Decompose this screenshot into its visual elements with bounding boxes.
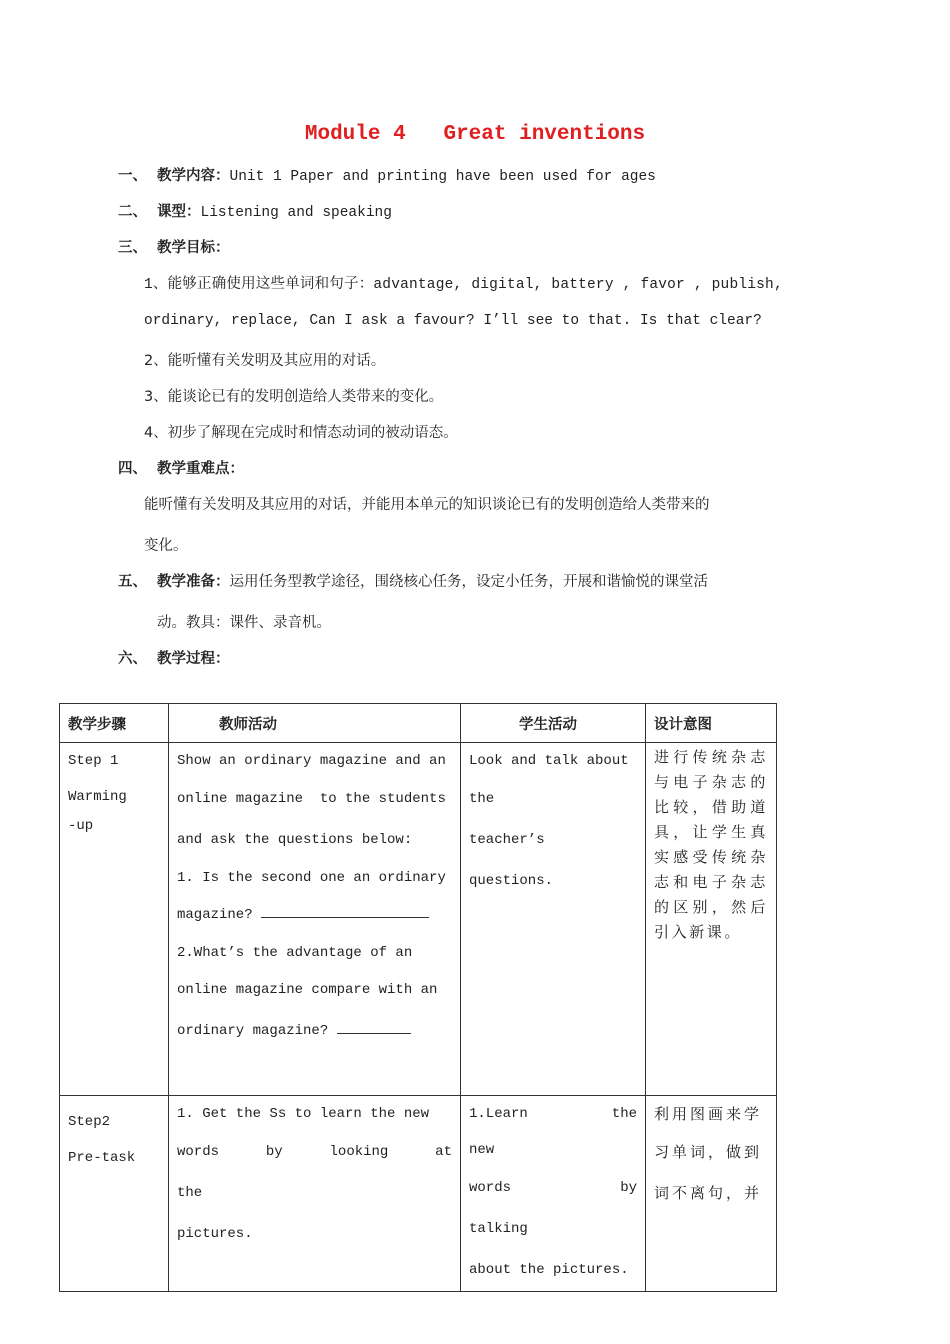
key-points-text: 能听懂有关发明及其应用的对话，并能用本单元的知识谈论已有的发明创造给人类带来的 xyxy=(144,497,710,513)
student-line: words by talking xyxy=(469,1180,637,1237)
section-label: 教学内容： xyxy=(157,168,230,184)
purpose-cell xyxy=(646,1096,777,1292)
section-text: Listening and speaking xyxy=(200,205,392,221)
teacher-line: 2.What’s the advantage of an xyxy=(177,945,413,961)
answer-blank xyxy=(337,1019,411,1034)
section-number: 四、 xyxy=(118,461,147,477)
section-label: 教学准备： xyxy=(157,574,230,590)
teacher-line-with-blank xyxy=(169,1011,460,1052)
student-line: the teacher’s xyxy=(469,791,545,848)
student-activity-cell xyxy=(461,1096,646,1292)
student-line: questions. xyxy=(469,873,554,889)
section-label: 课型： xyxy=(157,204,201,220)
header-teacher: 教师活动 xyxy=(169,704,461,743)
purpose-cell xyxy=(646,743,777,1096)
purpose-line: 词不离句，并 xyxy=(654,1184,763,1202)
section-text: Unit 1 Paper and printing have been used for ages xyxy=(229,169,656,185)
student-line: 1.Learn the new xyxy=(469,1106,637,1158)
teacher-activity-cell xyxy=(169,1096,461,1292)
teacher-line: and ask the questions below: xyxy=(177,832,413,848)
teacher-line: pictures. xyxy=(177,1226,253,1242)
section-number: 二、 xyxy=(118,204,147,220)
preparation xyxy=(157,570,708,591)
teacher-line: online magazine compare with an xyxy=(177,982,438,998)
teaching-process-table xyxy=(59,703,777,1292)
section-number: 三、 xyxy=(118,240,147,256)
objective-item: 4、初步了解现在完成时和情态动词的被动语态。 xyxy=(144,425,458,441)
teacher-activity-cell xyxy=(169,743,461,1096)
objective-item: ordinary, replace, Can I ask a favour? I’ll see to that. Is that clear? xyxy=(144,313,762,329)
step-line: Pre-task xyxy=(68,1150,136,1166)
step-cell xyxy=(60,743,169,1096)
teacher-line: online magazine to the students xyxy=(177,791,446,807)
teacher-line: words by looking at the xyxy=(177,1144,452,1201)
purpose-line: 利用图画来学 xyxy=(654,1105,763,1123)
key-points-text: 变化。 xyxy=(144,538,188,554)
step-line: Warming xyxy=(68,789,127,805)
preparation-text: 动。教具：课件、录音机。 xyxy=(157,615,331,631)
student-line: about the pictures. xyxy=(469,1262,629,1278)
objective-item: 3、能谈论已有的发明创造给人类带来的变化。 xyxy=(144,389,444,405)
section-content xyxy=(157,164,656,185)
step-line: Step2 xyxy=(68,1114,111,1130)
purpose-line: 习单词，做到 xyxy=(654,1143,763,1161)
student-activity-cell xyxy=(461,743,646,1096)
header-student: 学生活动 xyxy=(461,704,646,743)
section-number: 六、 xyxy=(118,651,147,667)
step-cell xyxy=(60,1096,169,1292)
teacher-line: 1. Is the second one an ordinary xyxy=(177,870,446,886)
section-label: 教学过程： xyxy=(157,651,230,667)
table-row xyxy=(60,743,777,1096)
student-line: Look and talk about xyxy=(469,753,629,769)
section-label: 教学目标： xyxy=(157,240,230,256)
section-number: 一、 xyxy=(118,168,147,184)
step-line: -up xyxy=(68,818,94,834)
table-header-row xyxy=(60,704,777,743)
teacher-question: magazine? xyxy=(177,907,253,923)
section-label: 教学重难点： xyxy=(157,461,244,477)
teacher-question: ordinary magazine? xyxy=(177,1023,329,1039)
section-type xyxy=(157,200,392,221)
purpose-text: 进行传统杂志与电子杂志的比较，借助道具，让学生真实感受传统杂志和电子杂志的区别，然后引入新课。 xyxy=(654,748,768,941)
section-text: 运用任务型教学途径，围绕核心任务，设定小任务，开展和谐愉悦的课堂活 xyxy=(229,574,708,590)
objective-item: 2、能听懂有关发明及其应用的对话。 xyxy=(144,353,386,369)
teacher-line: Show an ordinary magazine and an xyxy=(177,753,446,769)
teacher-line-with-blank xyxy=(169,895,460,936)
step-line: Step 1 xyxy=(68,753,119,769)
table-row xyxy=(60,1096,777,1292)
teacher-line: 1. Get the Ss to learn the new xyxy=(177,1106,430,1122)
page-title: Module 4 Great inventions xyxy=(304,123,646,146)
header-purpose: 设计意图 xyxy=(646,704,777,743)
section-number: 五、 xyxy=(118,574,147,590)
objective-item: 1、能够正确使用这些单词和句子：advantage, digital, battery , favor , publish, xyxy=(144,277,783,293)
header-step: 教学步骤 xyxy=(60,704,169,743)
answer-blank xyxy=(261,903,429,918)
